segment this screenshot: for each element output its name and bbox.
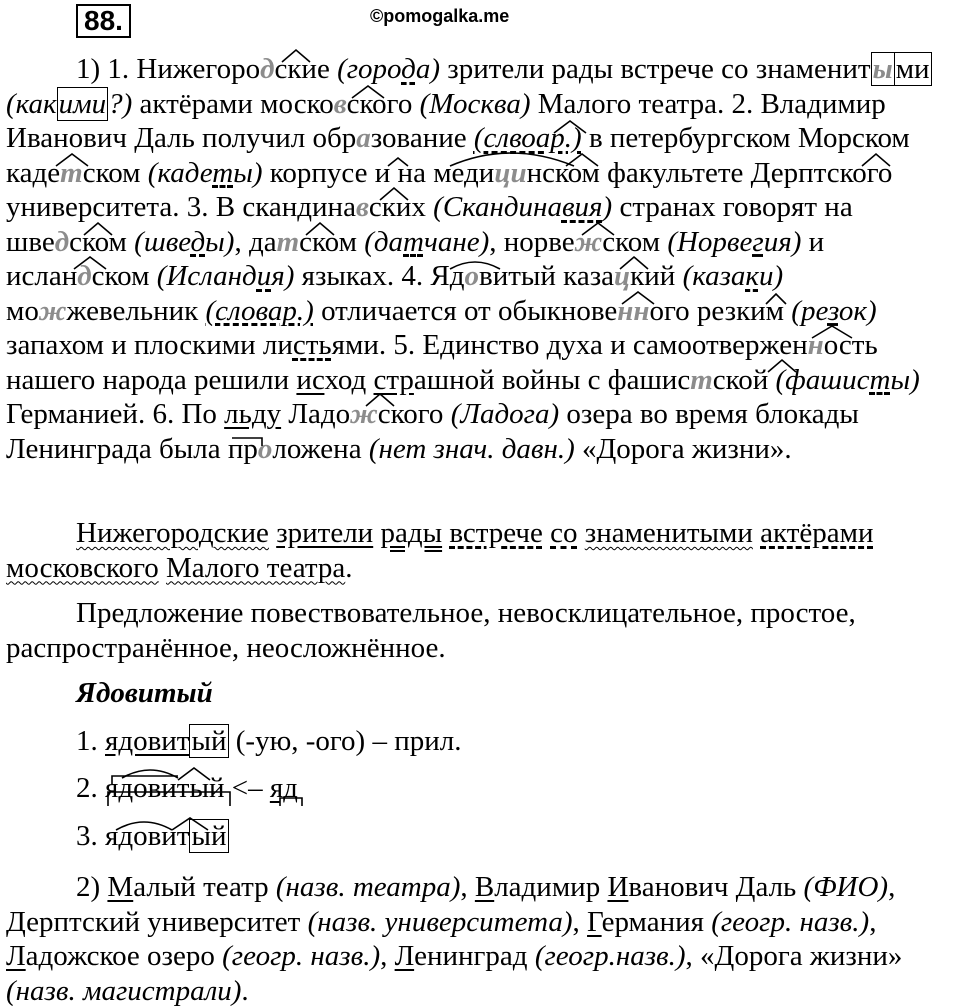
text-line (6, 52, 954, 87)
explanation: (назв. университета) (308, 906, 573, 938)
check-word: (Ладога) (451, 398, 559, 430)
characteristics-block (6, 596, 954, 665)
capital-letter: Л (395, 940, 414, 972)
letter-plain: з (725, 295, 736, 327)
part2-line (6, 974, 954, 1008)
stem-mark: ядовит (105, 725, 189, 757)
letter-highlight: т (60, 157, 83, 189)
text-line (6, 259, 954, 294)
text-fragment: мо (6, 295, 39, 327)
space (159, 552, 166, 584)
sentence-line (6, 516, 954, 551)
text-fragment: нском факультете Дерп (527, 157, 814, 189)
check-word: ы) (233, 157, 262, 189)
text-line (6, 87, 954, 122)
text-fragment: 2) (76, 871, 107, 903)
letter-highlight: д (260, 53, 274, 85)
letter-highlight: о (258, 433, 273, 465)
text-line (6, 294, 954, 329)
text-fragment: алый театр (133, 871, 276, 903)
text-fragment: странах говорят на (612, 191, 852, 223)
text-fragment: Малого театра. 2. Владимир (530, 88, 885, 120)
word-analysis (6, 676, 954, 853)
word-analysis-title (6, 676, 954, 711)
text-fragment: ские (274, 53, 337, 85)
ending-box: ми (895, 52, 932, 86)
text-fragment: университета. 3. В скандина (6, 191, 356, 223)
check-word: ы) (205, 226, 234, 258)
word-mark: льду (224, 398, 281, 430)
text-fragment: , (380, 940, 395, 972)
check-letter: вия (562, 191, 603, 223)
attribute-word: знаменитыми (585, 517, 753, 549)
capital-letter: Л (6, 940, 26, 972)
letter-highlight: д (55, 226, 69, 258)
item-text: (-ую, -ого) – прил. (229, 725, 462, 757)
text-fragment: адожское озеро (26, 940, 222, 972)
explanation: (геогр. назв.) (711, 906, 869, 938)
text-fragment: отличается от обыкнове (314, 295, 617, 327)
check-word: ?) (108, 88, 132, 120)
ending-box: ы (871, 52, 895, 86)
text-fragment: зование (371, 122, 474, 154)
check-letter: и (257, 260, 272, 292)
capital-letter: Г (587, 906, 602, 938)
check-word: (Москва) (420, 88, 531, 120)
text-line (6, 328, 954, 363)
capital-letter: М (107, 871, 133, 903)
capital-letter: И (607, 871, 628, 903)
check-word: чане) (424, 226, 489, 258)
letter-plain: сть (293, 329, 332, 361)
text-fragment: «Дорога жизни». (575, 433, 792, 465)
check-word: ) (603, 191, 613, 223)
item-text: ый <– (189, 772, 269, 804)
capital-letter: Д (6, 906, 26, 938)
text-fragment: языках. 4. Яд (294, 260, 464, 292)
text-fragment: аль (755, 871, 803, 903)
check-letter: д (401, 53, 416, 85)
check-word: (Скандина (433, 191, 562, 223)
check-word: (слвоар.) (474, 122, 582, 154)
check-letter: т (403, 226, 424, 258)
check-word: ок) (839, 295, 877, 327)
text-fragment: и (801, 226, 824, 258)
check-word: (Норве (667, 226, 752, 258)
characteristics-line: Предложение повествовательное, невосклицательное, простое, (6, 596, 954, 631)
text-fragment: Германией. 6. По (6, 398, 224, 430)
capital-letter: В (475, 871, 494, 903)
check-word: ия) (764, 226, 802, 258)
text-fragment: , (869, 906, 876, 938)
explanation: (геогр.назв.) (535, 940, 686, 972)
letter-highlight: ци (494, 157, 526, 189)
letter-highlight: нн (617, 295, 649, 327)
attribute-word: Малого театра (166, 552, 345, 584)
check-word: я) (271, 260, 294, 292)
check-word: (как (6, 88, 57, 120)
text-fragment: зрители рады встрече со знаменит (440, 53, 871, 85)
check-word: (нет знач. давн.) (369, 433, 575, 465)
text-fragment: ском Морском (733, 122, 910, 154)
check-word: а) (416, 53, 440, 85)
check-word: (словар.) (205, 295, 313, 327)
text-fragment: ермания (602, 906, 712, 938)
part2-line (6, 905, 954, 940)
text-fragment: витый каза (479, 260, 614, 292)
letter-highlight: т (277, 226, 300, 258)
letter-highlight: о (465, 260, 480, 292)
check-word: (шве (134, 226, 190, 258)
letter-highlight: в (334, 88, 347, 120)
site-watermark: ©pomogalka.me (370, 6, 509, 27)
object-word: актёрами (760, 517, 873, 549)
subject-word: зрители (276, 517, 373, 549)
text-fragment: озера во время блокады (559, 398, 859, 430)
text-fragment: . (241, 975, 248, 1007)
part2-line (6, 939, 954, 974)
check-letter: д (190, 226, 205, 258)
text-fragment: ском (83, 157, 148, 189)
part2-text (6, 870, 954, 1008)
letter-plain: т (814, 157, 827, 189)
text-fragment: енинград (414, 940, 535, 972)
text-fragment: запахом и плоскими ли (6, 329, 293, 361)
text-fragment: каде (6, 157, 60, 189)
text-fragment: нашего народа решили (6, 364, 296, 396)
sentence-block (6, 516, 954, 585)
letter-highlight: ж (350, 398, 378, 430)
root-word: яд (270, 772, 298, 804)
letter-highlight: н (808, 329, 824, 361)
text-fragment: ложена (272, 433, 368, 465)
text-fragment: ким (736, 295, 791, 327)
check-letter: т (212, 157, 233, 189)
punctuation: . (345, 552, 352, 584)
text-fragment: в петербур (582, 122, 721, 154)
text-fragment: ванович (628, 871, 735, 903)
explanation: (ФИО) (804, 871, 889, 903)
item-number: 2. (76, 772, 105, 804)
analysis-item-2 (6, 771, 954, 806)
letter-highlight: д (77, 260, 91, 292)
text-fragment: ском (92, 260, 157, 292)
check-word: (да (364, 226, 403, 258)
text-fragment: актёрами моско (132, 88, 333, 120)
text-fragment: шве (6, 226, 55, 258)
text-fragment: ской (713, 364, 776, 396)
letter-plain: г (721, 122, 733, 154)
text-fragment: ход (324, 364, 373, 396)
text-fragment: ладимир (494, 871, 607, 903)
text-fragment: , (573, 906, 588, 938)
text-fragment: , норве (489, 226, 574, 258)
check-word: (горо (337, 53, 401, 85)
text-fragment: , да (234, 226, 276, 258)
text-fragment: Ладо (281, 398, 350, 430)
word-base: ядовит (105, 820, 189, 852)
text-fragment: кий (630, 260, 682, 292)
word-title: Ядовитый (76, 677, 213, 709)
text-fragment: ском (69, 226, 134, 258)
text-line (6, 363, 954, 398)
ending-box: ый (189, 819, 228, 853)
text-fragment: , (460, 871, 475, 903)
attribute-word: Нижегородские (76, 517, 269, 549)
text-fragment: ость (824, 329, 878, 361)
text-fragment: Ленинграда была пр (6, 433, 258, 465)
characteristics-line: распространённое, неосложнённое. (6, 631, 954, 666)
text-fragment: корпусе и на меди (263, 157, 495, 189)
letter-highlight: т (690, 364, 713, 396)
check-word: (каде (148, 157, 213, 189)
check-letter: т (870, 364, 891, 396)
item-number: 1. (76, 725, 105, 757)
text-fragment: ских (369, 191, 433, 223)
check-word: (Исланд (157, 260, 257, 292)
text-fragment: ском (299, 226, 364, 258)
text-fragment: 1) 1. Нижегоро (76, 53, 260, 85)
letter-highlight: а (356, 122, 371, 154)
text-fragment: жевельник (66, 295, 205, 327)
text-fragment: , «Дорога жизни» (686, 940, 903, 972)
text-fragment: ислан (6, 260, 77, 292)
predicate-word: рады (380, 517, 442, 549)
text-fragment: ями. 5. Единство духа и самоотвержен (332, 329, 808, 361)
attribute-word: московского (6, 552, 159, 584)
check-letter: к (745, 260, 759, 292)
check-word: ы) (890, 364, 919, 396)
part2-line (6, 870, 954, 905)
text-line (6, 225, 954, 260)
object-word: встрече (449, 517, 543, 549)
ending-box: ый (189, 724, 228, 758)
explanation: (назв. театра) (276, 871, 460, 903)
object-word: со (550, 517, 577, 549)
prefix-mark: ис (296, 364, 324, 396)
text-fragment: ского (827, 157, 893, 189)
text-fragment: ерптский университет (26, 906, 307, 938)
text-fragment: ского (347, 88, 420, 120)
explanation: (геогр. назв.) (222, 940, 380, 972)
text-fragment: ского (378, 398, 451, 430)
letter-highlight: в (356, 191, 369, 223)
word-base: ядовит (105, 772, 189, 804)
analysis-item-3 (6, 819, 954, 854)
letter-highlight: ж (39, 295, 67, 327)
item-number: 3. (76, 820, 105, 852)
exercise-number: 88. (76, 4, 131, 38)
capital-letter: Д (736, 871, 756, 903)
check-letter: з (828, 295, 839, 327)
check-word: и) (759, 260, 783, 292)
text-fragment: ашной войны с фашис (414, 364, 690, 396)
sentence-line (6, 551, 954, 586)
ending-box: ими (57, 87, 109, 121)
check-word: (фашис (776, 364, 870, 396)
text-fragment: , (888, 871, 895, 903)
letter-highlight: ж (575, 226, 603, 258)
text-fragment: Иванович Даль получил обр (6, 122, 356, 154)
text-line (6, 121, 954, 156)
text-line (6, 432, 954, 467)
check-word: (каза (683, 260, 746, 292)
root-mark: стр (374, 364, 414, 396)
analysis-item-1 (6, 724, 954, 759)
space (577, 517, 584, 549)
text-fragment: ском (602, 226, 667, 258)
part1-text (6, 52, 954, 466)
explanation: (назв. магистрали) (6, 975, 241, 1007)
text-line (6, 190, 954, 225)
text-fragment: ого ре (649, 295, 724, 327)
check-word: (ре (791, 295, 828, 327)
check-letter: г (752, 226, 763, 258)
text-line (6, 156, 954, 191)
letter-highlight: ц (614, 260, 630, 292)
text-line (6, 397, 954, 432)
